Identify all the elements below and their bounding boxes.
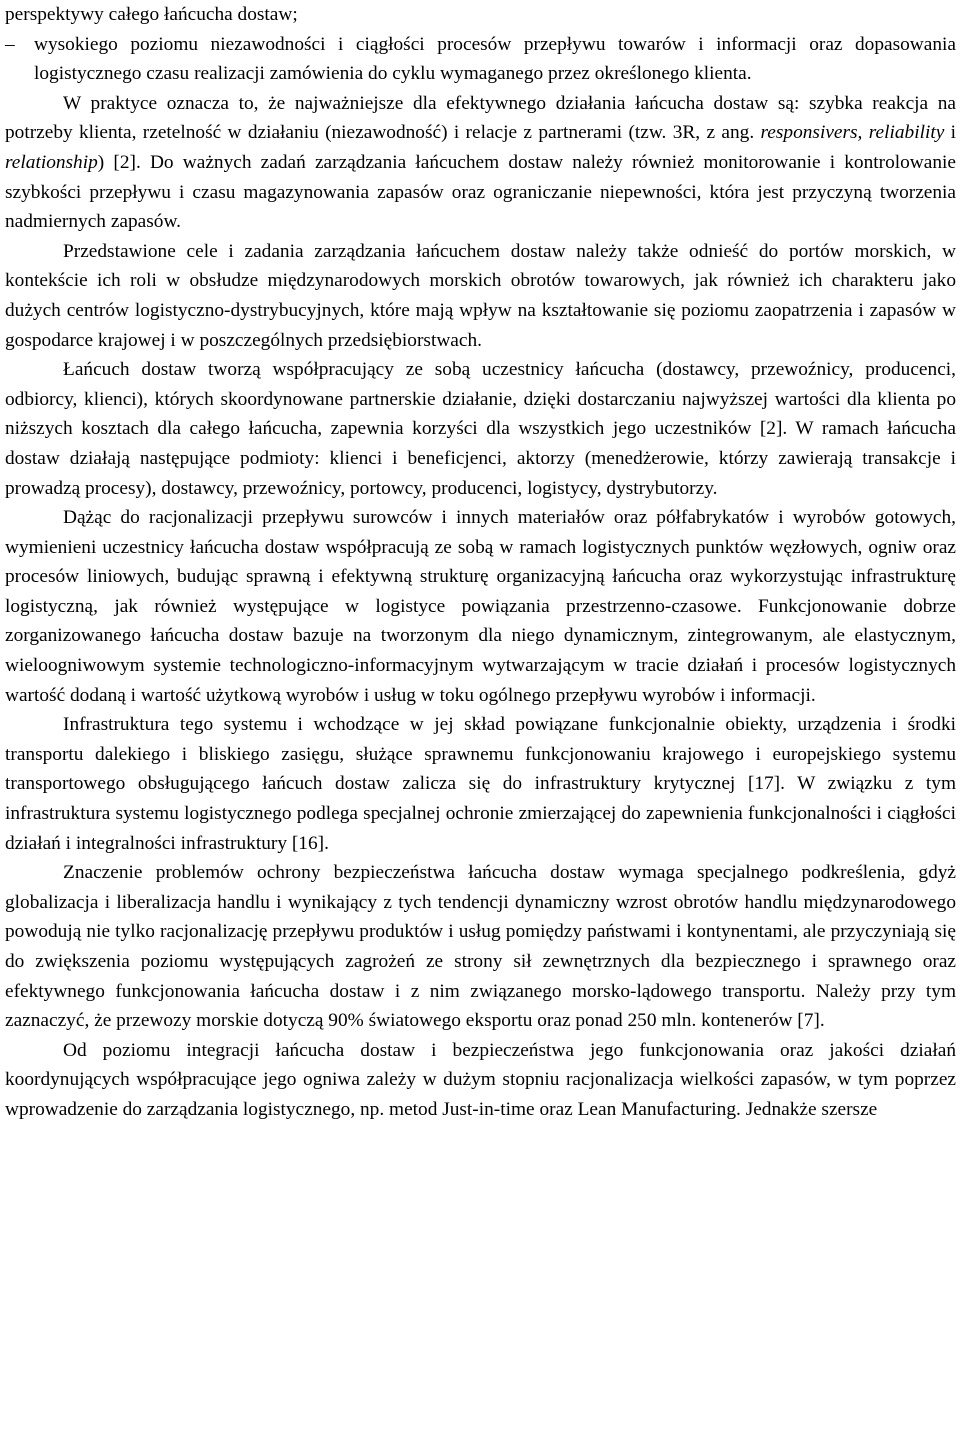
paragraph-5: Infrastruktura tego systemu i wchodzące w jej skład powiązane funkcjonalnie obiekty, urządzenia i środki transportu dalekiego i bliskiego zasięgu, służące sprawnemu funkcjonowaniu krajowego i europejskiego systemu transportowego obsługującego łańcuch dostaw zalicza się do infrastruktury krytycznej [17]. W związku z tym infrastruktura systemu logistycznego podlega specjalnej ochronie zmierzającej do zapewnienia funkcjonalności i ciągłości działań i integralności infrastruktury [16].: [5, 714, 956, 854]
list-item-end: perspektywy całego łańcucha dostaw;: [5, 4, 298, 25]
dash-list-item-text: wysokiego poziomu niezawodności i ciągłości procesów przepływu towarów i informacji oraz dopasowania logistycznego czasu realizacji zamówienia do cyklu wymaganego przez określonego klienta.: [34, 33, 956, 85]
paragraph-1-text-b: i: [944, 122, 957, 144]
paragraph-1-italic-b: relationship: [5, 151, 98, 173]
dash-list-item: [5, 30, 956, 89]
paragraph-3: Łańcuch dostaw tworzą współpracujący ze sobą uczestnicy łańcucha (dostawcy, przewoźnicy, producenci, odbiorcy, klienci), których skoordynowane partnerskie działanie, dzięki dostarczaniu najwyższej wartości dla klienta po niższych kosztach dla całego łańcucha, zapewnia korzyści dla wszystkich jego uczestników [2]. W ramach łańcucha dostaw działają następujące podmioty: klienci i beneficjenci, aktorzy (menedżerowie, którzy zawierają transakcje i prowadzą procesy), dostawcy, przewoźnicy, portowcy, producenci, logistycy, dystrybutorzy.: [5, 359, 956, 499]
dash-bullet: –: [5, 33, 15, 55]
paragraph-6: Znaczenie problemów ochrony bezpieczeństwa łańcucha dostaw wymaga specjalnego podkreślenia, gdyż globalizacja i liberalizacja handlu i wynikający z tych tendencji dynamiczny wzrost obrotów handlu międzynarodowego powodują nie tylko racjonalizację przepływu produktów i usług pomiędzy państwami i kontynentami, ale przyczyniają się do zwiększenia poziomu występujących zagrożeń ze strony sił zewnętrznych dla bezpiecznego i sprawnego oraz efektywnego funkcjonowania łańcucha dostaw i z nim związanego morsko-lądowego transportu. Należy przy tym zaznaczyć, że przewozy morskie dotyczą 90% światowego eksportu oraz ponad 250 mln. kontenerów [7].: [5, 862, 956, 1032]
paragraph-1-text-a: W praktyce oznacza to, że najważniejsze dla efektywnego działania łańcucha dostaw są: szybka reakcja na potrzeby klienta, rzetelność w działaniu (niezawodność) i relacje z partnerami (tzw. 3R, z ang.: [5, 92, 956, 144]
paragraph-1-italic-a: responsivers, reliability: [760, 122, 945, 144]
paragraph-7: Od poziomu integracji łańcucha dostaw i bezpieczeństwa jego funkcjonowania oraz jakości działań koordynujących współpracujące jego ogniwa zależy w dużym stopniu racjonalizacja wielkości zapasów, w tym poprzez wprowadzenie do zarządzania logistycznego, np. metod Just-in-time oraz Lean Manufacturing. Jednakże szersze: [5, 1039, 956, 1120]
paragraph-2: Przedstawione cele i zadania zarządzania łańcuchem dostaw należy także odnieść do portów morskich, w kontekście ich roli w obsłudze międzynarodowych morskich obrotów towarowych, jak również ich charakteru jako dużych centrów logistyczno-dystrybucyjnych, które mają wpływ na kształtowanie się poziomu zaopatrzenia i zapasów w gospodarce krajowej i w poszczególnych przedsiębiorstwach.: [5, 240, 956, 351]
paragraph-4: Dążąc do racjonalizacji przepływu surowców i innych materiałów oraz półfabrykatów i wyrobów gotowych, wymienieni uczestnicy łańcucha dostaw współpracują ze sobą w ramach logistycznych punktów węzłowych, ogniw oraz procesów liniowych, budując sprawną i efektywną strukturę organizacyjną łańcucha oraz wykorzystując infrastrukturę logistyczną, jak również występujące w logistyce powiązania przestrzenno-czasowe. Funkcjonowanie dobrze zorganizowanego łańcucha dostaw bazuje na tworzonym dla niego dynamicznym, zintegrowanym, ale elastycznym, wieloogniwowym systemie technologiczno-informacyjnym wytwarzającym w tracie działań i procesów logistycznych wartość dodaną i wartość użytkową wyrobów i usług w toku ogólnego przepływu wyrobów i informacji.: [5, 507, 956, 706]
paragraph-1-text-c: ) [2]. Do ważnych zadań zarządzania łańcuchem dostaw należy również monitorowanie i kontrolowanie szybkości przepływu i czasu magazynowania zapasów oraz ograniczanie niepewności, która jest przyczyną tworzenia nadmiernych zapasów.: [5, 151, 956, 233]
paragraph-1: [5, 89, 956, 237]
